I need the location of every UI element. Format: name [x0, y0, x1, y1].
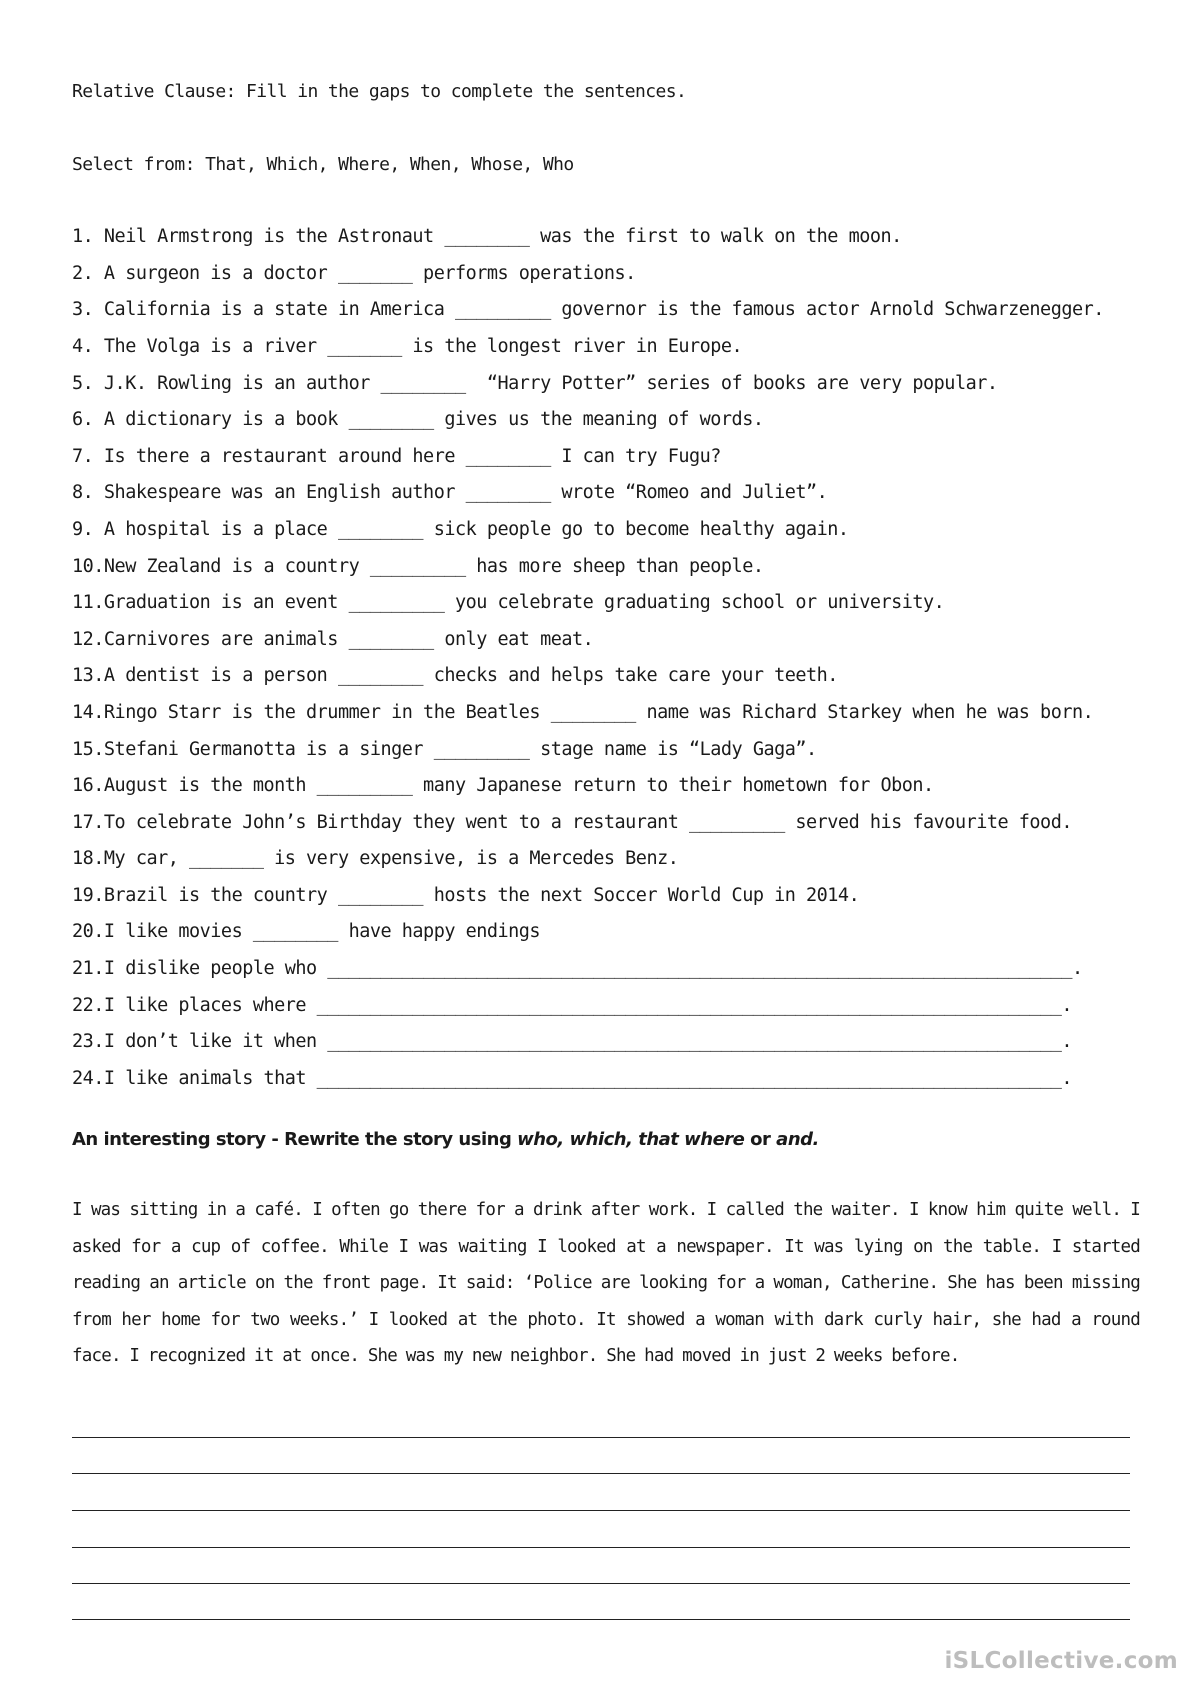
exercise-item: 13.A dentist is a person ________ checks and helps take care your teeth.	[72, 665, 838, 686]
writing-line	[72, 1437, 1130, 1438]
exercise-item: 11.Graduation is an event _________ you celebrate graduating school or university.	[72, 592, 945, 613]
writing-line	[72, 1547, 1130, 1548]
exercise-item: 23.I don’t like it when _____________________________________________________________________.	[72, 1031, 1072, 1052]
exercise-item: 24.I like animals that ______________________________________________________________________.	[72, 1068, 1072, 1089]
exercise-item: 15.Stefani Germanotta is a singer _________ stage name is “Lady Gaga”.	[72, 739, 817, 760]
exercise-item: 10.New Zealand is a country _________ has more sheep than people.	[72, 556, 764, 577]
exercise-item: 18.My car, _______ is very expensive, is a Mercedes Benz.	[72, 848, 679, 869]
story-heading	[72, 1128, 819, 1152]
exercise-item: 1. Neil Armstrong is the Astronaut ________ was the first to walk on the moon.	[72, 226, 902, 247]
exercise-item: 21.I dislike people who ______________________________________________________________________.	[72, 958, 1083, 979]
story-heading-prefix: An interesting story - Rewrite the story using	[72, 1129, 518, 1150]
exercise-item: 3. California is a state in America _________ governor is the famous actor Arnold Schwarzenegger.	[72, 299, 1104, 320]
story-heading-or: or	[744, 1129, 777, 1150]
exercise-item: 6. A dictionary is a book ________ gives us the meaning of words.	[72, 409, 764, 430]
word-choices: Select from: That, Which, Where, When, Whose, Who	[72, 154, 574, 175]
exercise-item: 14.Ringo Starr is the drummer in the Beatles ________ name was Richard Starkey when he was born.	[72, 702, 1094, 723]
exercise-item: 19.Brazil is the country ________ hosts the next Soccer World Cup in 2014.	[72, 885, 860, 906]
exercise-item: 20.I like movies ________ have happy endings	[72, 921, 541, 942]
exercise-item: 17.To celebrate John’s Birthday they went to a restaurant _________ served his favourite food.	[72, 812, 1072, 833]
writing-line	[72, 1510, 1130, 1511]
writing-line	[72, 1583, 1130, 1584]
exercise-item: 9. A hospital is a place ________ sick people go to become healthy again.	[72, 519, 849, 540]
site-watermark: iSLCollective.com	[944, 1648, 1178, 1674]
story-text: I was sitting in a café. I often go there for a drink after work. I called the waiter. I know him quite well. I asked for a cup of coffee. While I was waiting I looked at a newspaper. It was lying on the table. I started reading an article on the front page. It said: ‘Police are looking for a woman, Catherine. She has been missing from her home for two weeks.’ I looked at the photo. It showed a woman with dark curly hair, she had a round face. I recognized it at once. She was my new neighbor. She had moved in just 2 weeks before.	[72, 1200, 1140, 1366]
story-heading-and: and.	[776, 1129, 819, 1150]
exercise-item: 5. J.K. Rowling is an author ________ “Harry Potter” series of books are very popular.	[72, 373, 998, 394]
story-heading-words: who, which, that where	[517, 1129, 745, 1150]
writing-line	[72, 1473, 1130, 1474]
worksheet-title: Relative Clause: Fill in the gaps to complete the sentences.	[72, 81, 687, 102]
exercise-item: 8. Shakespeare was an English author ________ wrote “Romeo and Juliet”.	[72, 482, 828, 503]
exercise-item: 4. The Volga is a river _______ is the longest river in Europe.	[72, 336, 743, 357]
exercise-item: 22.I like places where ______________________________________________________________________.	[72, 995, 1072, 1016]
exercise-item: 12.Carnivores are animals ________ only eat meat.	[72, 629, 594, 650]
writing-line	[72, 1619, 1130, 1620]
exercise-item: 2. A surgeon is a doctor _______ performs operations.	[72, 263, 636, 284]
exercise-item: 7. Is there a restaurant around here ________ I can try Fugu?	[72, 446, 721, 467]
exercise-item: 16.August is the month _________ many Japanese return to their hometown for Obon.	[72, 775, 934, 796]
